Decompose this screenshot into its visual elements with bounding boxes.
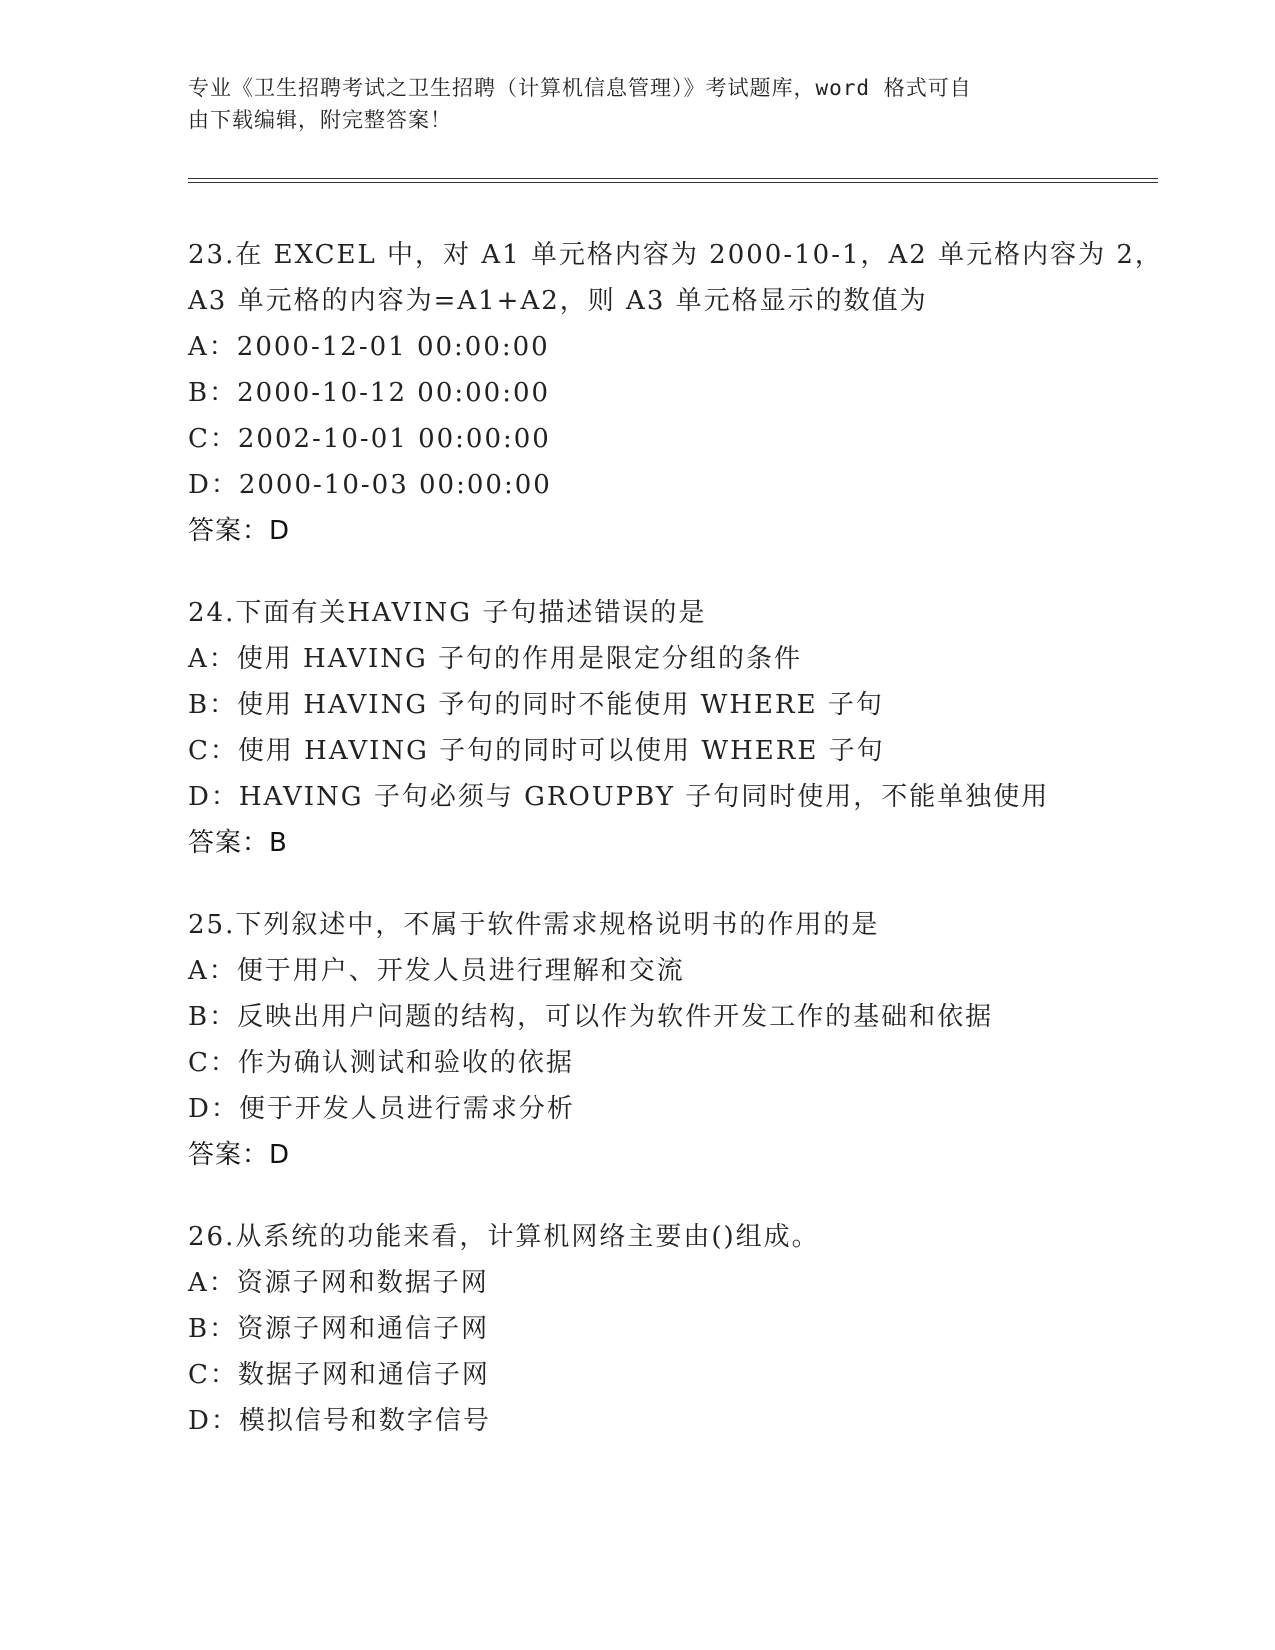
question-stem: 26.从系统的功能来看，计算机网络主要由()组成。 [188, 1222, 820, 1252]
option-a: A：2000-12-01 00:00:00 [188, 332, 550, 362]
answer: 答案：D [188, 516, 291, 546]
option-b: B：反映出用户问题的结构，可以作为软件开发工作的基础和依据 [188, 1002, 994, 1032]
option-b: B：2000-10-12 00:00:00 [188, 378, 551, 408]
option-b: B：使用 HAVING 予句的同时不能使用 WHERE 子句 [188, 690, 884, 720]
option-c: C：作为确认测试和验收的依据 [188, 1048, 574, 1078]
option-a: A：资源子网和数据子网 [188, 1268, 489, 1298]
option-c: C：2002-10-01 00:00:00 [188, 424, 551, 454]
option-d: D：便于开发人员进行需求分析 [188, 1094, 575, 1124]
option-d: D：2000-10-03 00:00:00 [188, 470, 552, 500]
question-stem: 23.在 EXCEL 中，对 A1 单元格内容为 2000-10-1，A2 单元格内容为 2， [188, 240, 1163, 270]
question-list [188, 232, 1168, 1480]
option-b: B：资源子网和通信子网 [188, 1314, 490, 1344]
question-stem-continued: A3 单元格的内容为=A1+A2，则 A3 单元格显示的数值为 [188, 286, 928, 316]
header-double-rule [188, 178, 1158, 183]
question-26 [188, 1214, 1168, 1444]
document-header [188, 72, 1088, 136]
question-stem: 25.下列叙述中，不属于软件需求规格说明书的作用的是 [188, 910, 880, 940]
answer: 答案：B [188, 828, 288, 858]
question-25 [188, 902, 1168, 1178]
option-c: C：数据子网和通信子网 [188, 1360, 490, 1390]
header-line-1: 专业《卫生招聘考试之卫生招聘（计算机信息管理）》考试题库，word 格式可自 [188, 76, 972, 100]
option-a: A：便于用户、开发人员进行理解和交流 [188, 956, 685, 986]
option-a: A：使用 HAVING 子句的作用是限定分组的条件 [188, 644, 803, 674]
option-c: C：使用 HAVING 子句的同时可以使用 WHERE 子句 [188, 736, 885, 766]
option-d: D：HAVING 子句必须与 GROUPBY 子句同时使用，不能单独使用 [188, 782, 1050, 812]
question-24 [188, 590, 1168, 866]
answer: 答案：D [188, 1140, 291, 1170]
question-23 [188, 232, 1168, 554]
option-d: D：模拟信号和数字信号 [188, 1406, 491, 1436]
header-line-2: 由下载编辑，附完整答案！ [188, 108, 452, 132]
question-stem: 24.下面有关HAVING 子句描述错误的是 [188, 598, 707, 628]
